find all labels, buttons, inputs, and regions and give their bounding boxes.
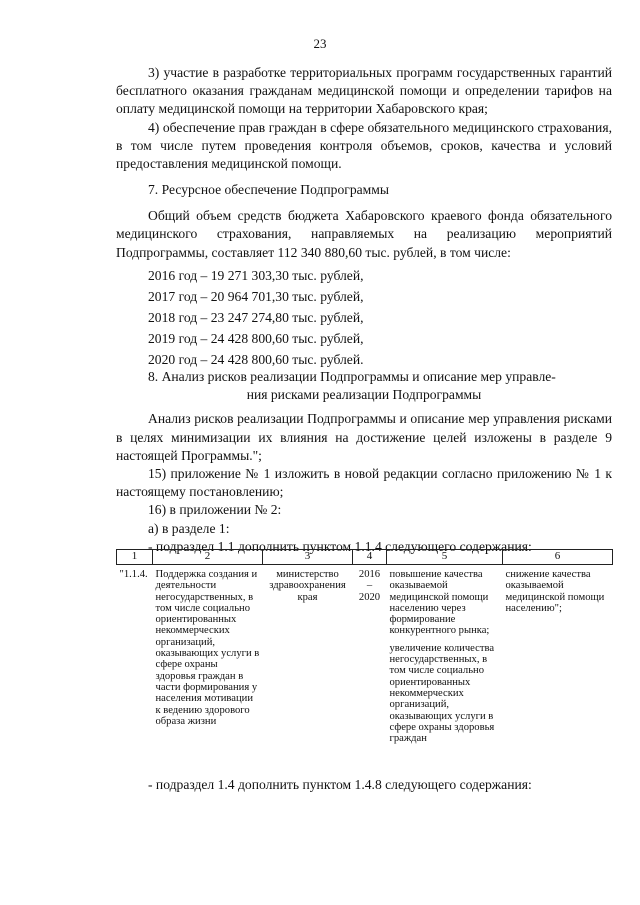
- table-header-cell: 3: [263, 550, 353, 565]
- insert-table: [116, 549, 613, 750]
- cell-measure: Поддержка создания и деятельности негосударственных, в том числе социально ориентированных некоммерческих организаций, оказывающих услуги в сфере охраны здоровья граждан в части формирования у населения мотивации к ведению здорового образа жизни: [155, 569, 260, 727]
- year-2017: 2017 год – 20 964 701,30 тыс. рублей,: [148, 288, 364, 304]
- cell-number: "1.1.4.: [119, 569, 148, 580]
- item-subsection-1-4: - подраздел 1.4 дополнить пунктом 1.4.8 следующего содержания:: [148, 777, 532, 792]
- paragraph-item-3: 3) участие в разработке территориальных программ государственных гарантий бесплатного оказания гражданам медицинской помощи и определении тарифов на оплату медицинской помощи на территории Хабаровского края;: [116, 65, 612, 117]
- cell-results: [387, 565, 503, 751]
- after-table-text: [116, 776, 612, 794]
- cell-period: 2016 – 2020: [358, 569, 381, 603]
- section-8-body: Анализ рисков реализации Подпрограммы и описание мер управления рисками в целях минимизации их влияния на достижение целей изложены в разделе 9 настоящей Программы.";: [116, 411, 612, 463]
- year-2018: 2018 год – 23 247 274,80 тыс. рублей,: [148, 309, 364, 325]
- table-header-cell: 6: [503, 550, 613, 565]
- section-7: [116, 181, 612, 370]
- result-1: повышение качества оказываемой медицинской помощи населению через формирование конкурентного рынка;: [389, 569, 490, 637]
- section-7-intro: Общий объем средств бюджета Хабаровского краевого фонда обязательного медицинского страхования, направляемых на реализацию мероприятий Подпрограммы, составляет 112 340 880,60 тыс. рублей, в том числе:: [116, 208, 612, 260]
- table-header-cell: 4: [353, 550, 387, 565]
- item-16: 16) в приложении № 2:: [148, 502, 282, 518]
- section-8-heading-line2: ния рисками реализации Подпрограммы: [246, 387, 482, 403]
- section-7-heading: 7. Ресурсное обеспечение Подпрограммы: [148, 182, 390, 197]
- section-8: [116, 368, 612, 556]
- table-header-cell: 5: [387, 550, 503, 565]
- table-row: [117, 565, 613, 751]
- text-block-top: [116, 64, 612, 173]
- year-2019: 2019 год – 24 428 800,60 тыс. рублей,: [148, 330, 364, 346]
- section-8-heading-line1: 8. Анализ рисков реализации Подпрограммы и описание мер управле-: [148, 369, 556, 384]
- item-a: а) в разделе 1:: [148, 520, 230, 536]
- table-header-cell: 2: [153, 550, 263, 565]
- result-2: увеличение количества негосударственных, в том числе социально ориентированных некоммерческих организаций, оказывающих услуги в сфере охраны здоровья граждан: [389, 642, 495, 745]
- year-2020: 2020 год – 24 428 800,60 тыс. рублей.: [148, 351, 364, 367]
- cell-consequences: снижение качества оказываемой медицинской помощи населению";: [505, 569, 605, 614]
- paragraph-item-4: 4) обеспечение прав граждан в сфере обязательного медицинского страхования, в том числе путем проведения контроля объемов, сроков, качества и условий предоставления медицинской помощи.: [116, 119, 612, 172]
- table-header-row: [117, 550, 613, 565]
- item-subsection-1-1: - подраздел 1.1 дополнить пунктом 1.1.4 следующего содержания:: [148, 538, 532, 554]
- table-header-cell: 1: [117, 550, 153, 565]
- year-2016: 2016 год – 19 271 303,30 тыс. рублей,: [148, 267, 364, 283]
- cell-executor: министерство здравоохранения края: [269, 569, 346, 603]
- page-number: 23: [313, 36, 327, 51]
- item-15: 15) приложение № 1 изложить в новой редакции согласно приложению № 1 к настоящему постановлению;: [116, 466, 612, 500]
